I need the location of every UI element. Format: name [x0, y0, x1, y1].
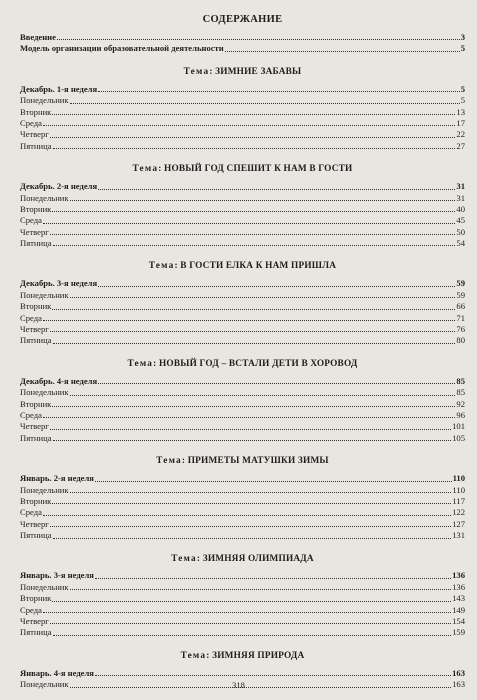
topic-prefix: Тема	[180, 650, 207, 661]
dot-leader	[52, 502, 451, 504]
dot-leader	[70, 102, 460, 104]
day-entry	[20, 107, 465, 118]
entry-label: Январь. 3-я неделя	[20, 570, 94, 581]
dot-leader	[50, 330, 456, 332]
day-entry	[20, 485, 465, 496]
entry-page-number: 131	[452, 530, 465, 541]
entry-label: Четверг	[20, 518, 49, 529]
dot-leader	[53, 634, 452, 636]
entry-page-number: 13	[456, 106, 465, 117]
entry-page-number: 5	[460, 83, 465, 94]
entry-label: Понедельник	[20, 679, 69, 690]
entry-page-number: 5	[460, 43, 465, 54]
day-entry	[20, 507, 465, 518]
entry-label: Введение	[20, 31, 56, 42]
day-entry	[20, 496, 465, 507]
dot-leader	[70, 296, 456, 298]
dot-leader	[50, 622, 451, 624]
entry-page-number: 76	[456, 324, 465, 335]
toc-sections	[20, 66, 465, 691]
day-entry	[20, 335, 465, 346]
entry-page-number: 110	[452, 473, 465, 484]
day-entry	[20, 582, 465, 593]
topic-prefix: Тема	[171, 553, 197, 564]
topic-heading: Тема: ЗИМНЯЯ ОЛИМПИАДА	[171, 553, 314, 564]
entry-page-number: 154	[452, 616, 465, 627]
entry-label: Четверг	[20, 616, 49, 627]
entry-label: Январь. 4-я неделя	[20, 667, 94, 678]
entry-page-number: 85	[456, 375, 465, 386]
entry-page-number: 92	[456, 398, 465, 409]
dot-leader	[57, 38, 460, 40]
page-number: 318	[232, 680, 245, 690]
entry-page-number: 80	[456, 335, 465, 346]
dot-leader	[52, 113, 455, 115]
entry-label: Пятница	[20, 140, 52, 151]
day-entry	[20, 616, 465, 627]
dot-leader	[50, 136, 456, 138]
entry-label: Четверг	[20, 226, 49, 237]
dot-leader	[50, 525, 451, 527]
topic-name: ЗИМНЯЯ ОЛИМПИАДА	[202, 553, 314, 564]
entry-label: Среда	[20, 507, 42, 518]
topic-heading: Тема: ПРИМЕТЫ МАТУШКИ ЗИМЫ	[156, 456, 329, 467]
entry-label: Декабрь. 3-я неделя	[20, 278, 98, 289]
dot-leader	[53, 147, 456, 149]
entry-label: Вторник	[20, 203, 52, 214]
topic-name: ПРИМЕТЫ МАТУШКИ ЗИМЫ	[187, 456, 329, 467]
entry-label: Понедельник	[20, 192, 69, 203]
day-entry	[20, 324, 465, 335]
day-entry	[20, 301, 465, 312]
entry-page-number: 136	[452, 570, 465, 581]
day-entry	[20, 593, 465, 604]
day-entry	[20, 141, 465, 152]
day-entry	[20, 290, 465, 301]
day-entry	[20, 421, 465, 432]
entry-page-number: 149	[452, 604, 465, 615]
entry-label: Декабрь. 4-я неделя	[20, 375, 98, 386]
day-entry	[20, 399, 465, 410]
dot-leader	[43, 611, 451, 613]
entry-label: Понедельник	[20, 387, 69, 398]
intro-entry	[20, 32, 465, 43]
intro-entry	[20, 43, 465, 54]
entry-label: Среда	[20, 215, 42, 226]
topic-prefix: Тема	[127, 358, 154, 369]
dot-leader	[43, 319, 455, 321]
entry-label: Вторник	[20, 495, 52, 506]
topic-heading: Тема: В ГОСТИ ЕЛКА К НАМ ПРИШЛА	[148, 261, 337, 272]
dot-leader	[98, 188, 455, 190]
entry-label: Пятница	[20, 238, 52, 249]
topic-name: ЗИМНИЕ ЗАБАВЫ	[215, 66, 302, 77]
topic-prefix: Тема	[132, 164, 159, 175]
entry-label: Четверг	[20, 129, 49, 140]
entry-label: Четверг	[20, 324, 49, 335]
day-entry	[20, 410, 465, 421]
entry-page-number: 159	[452, 627, 465, 638]
dot-leader	[70, 199, 456, 201]
topic-heading: Тема: ЗИМНЯЯ ПРИРОДА	[180, 650, 305, 661]
day-entry	[20, 605, 465, 616]
day-entry	[20, 227, 465, 238]
entry-page-number: 101	[452, 421, 465, 432]
dot-leader	[70, 491, 452, 493]
dot-leader	[52, 405, 455, 407]
entry-page-number: 22	[456, 129, 465, 140]
entry-page-number: 143	[452, 593, 465, 604]
entry-label: Пятница	[20, 335, 52, 346]
entry-page-number: 163	[452, 667, 465, 678]
dot-leader	[70, 588, 452, 590]
day-entry	[20, 313, 465, 324]
entry-page-number: 27	[456, 140, 465, 151]
entry-page-number: 110	[452, 484, 465, 495]
dot-leader	[43, 222, 455, 224]
entry-label: Среда	[20, 312, 42, 323]
dot-leader	[70, 394, 456, 396]
entry-label: Модель организации образовательной деятельности	[20, 43, 224, 54]
dot-leader	[98, 285, 455, 287]
entry-label: Среда	[20, 117, 42, 128]
week-entry	[20, 473, 465, 484]
entry-page-number: 136	[452, 581, 465, 592]
entry-page-number: 122	[452, 507, 465, 518]
entry-label: Среда	[20, 604, 42, 615]
dot-leader	[95, 480, 452, 482]
topic-heading: Тема: НОВЫЙ ГОД СПЕШИТ К НАМ В ГОСТИ	[132, 164, 353, 175]
dot-leader	[53, 537, 452, 539]
topic-heading: Тема: НОВЫЙ ГОД – ВСТАЛИ ДЕТИ В ХОРОВОД	[127, 358, 358, 369]
entry-label: Вторник	[20, 398, 52, 409]
entry-label: Декабрь. 1-я неделя	[20, 83, 98, 94]
entry-page-number: 31	[456, 192, 465, 203]
dot-leader	[225, 50, 460, 52]
week-entry	[20, 668, 465, 679]
week-entry	[20, 278, 465, 289]
topic-prefix: Тема	[156, 456, 182, 467]
day-entry	[20, 530, 465, 541]
day-entry	[20, 204, 465, 215]
topic-prefix: Тема	[148, 261, 175, 272]
entry-label: Вторник	[20, 106, 52, 117]
day-entry	[20, 193, 465, 204]
topic-prefix: Тема	[183, 66, 210, 77]
entry-page-number: 50	[456, 226, 465, 237]
topic-name: В ГОСТИ ЕЛКА К НАМ ПРИШЛА	[180, 261, 337, 272]
day-entry	[20, 387, 465, 398]
week-entry	[20, 181, 465, 192]
entry-label: Вторник	[20, 593, 52, 604]
entry-page-number: 59	[456, 278, 465, 289]
entry-label: Январь. 2-я неделя	[20, 473, 94, 484]
entry-label: Понедельник	[20, 484, 69, 495]
entry-page-number: 5	[460, 95, 465, 106]
entry-page-number: 71	[456, 312, 465, 323]
entry-label: Понедельник	[20, 289, 69, 300]
entry-label: Понедельник	[20, 95, 69, 106]
entry-page-number: 105	[452, 432, 465, 443]
week-entry	[20, 571, 465, 582]
dot-leader	[53, 439, 452, 441]
dot-leader	[53, 342, 456, 344]
entry-page-number: 54	[456, 238, 465, 249]
dot-leader	[43, 416, 455, 418]
dot-leader	[95, 674, 451, 676]
dot-leader	[52, 600, 451, 602]
entry-page-number: 127	[452, 518, 465, 529]
dot-leader	[50, 428, 451, 430]
entry-page-number: 3	[460, 31, 465, 42]
entry-page-number: 31	[456, 181, 465, 192]
day-entry	[20, 129, 465, 140]
entry-label: Понедельник	[20, 581, 69, 592]
topic-name: НОВЫЙ ГОД – ВСТАЛИ ДЕТИ В ХОРОВОД	[159, 358, 358, 369]
day-entry	[20, 215, 465, 226]
entry-page-number: 163	[452, 679, 465, 690]
entry-page-number: 85	[456, 387, 465, 398]
dot-leader	[52, 308, 455, 310]
day-entry	[20, 627, 465, 638]
page-title: СОДЕРЖАНИЕ	[202, 14, 283, 25]
day-entry	[20, 95, 465, 106]
entry-page-number: 40	[456, 203, 465, 214]
entry-label: Пятница	[20, 530, 52, 541]
day-entry	[20, 433, 465, 444]
entry-page-number: 59	[456, 289, 465, 300]
dot-leader	[53, 244, 456, 246]
dot-leader	[98, 382, 455, 384]
intro-entries	[20, 32, 465, 55]
dot-leader	[95, 577, 451, 579]
dot-leader	[50, 233, 456, 235]
dot-leader	[43, 124, 455, 126]
topic-name: НОВЫЙ ГОД СПЕШИТ К НАМ В ГОСТИ	[164, 164, 353, 175]
entry-page-number: 96	[456, 409, 465, 420]
dot-leader	[43, 514, 451, 516]
day-entry	[20, 238, 465, 249]
entry-label: Пятница	[20, 627, 52, 638]
entry-label: Декабрь. 2-я неделя	[20, 181, 98, 192]
entry-page-number: 66	[456, 301, 465, 312]
entry-label: Вторник	[20, 301, 52, 312]
week-entry	[20, 376, 465, 387]
entry-page-number: 17	[456, 117, 465, 128]
entry-label: Пятница	[20, 432, 52, 443]
day-entry	[20, 519, 465, 530]
entry-label: Четверг	[20, 421, 49, 432]
day-entry	[20, 118, 465, 129]
topic-heading: Тема: ЗИМНИЕ ЗАБАВЫ	[183, 66, 302, 77]
entry-label: Среда	[20, 409, 42, 420]
week-entry	[20, 84, 465, 95]
dot-leader	[98, 90, 460, 92]
topic-name: ЗИМНЯЯ ПРИРОДА	[212, 650, 305, 661]
entry-page-number: 117	[452, 495, 465, 506]
dot-leader	[52, 210, 455, 212]
entry-page-number: 45	[456, 215, 465, 226]
